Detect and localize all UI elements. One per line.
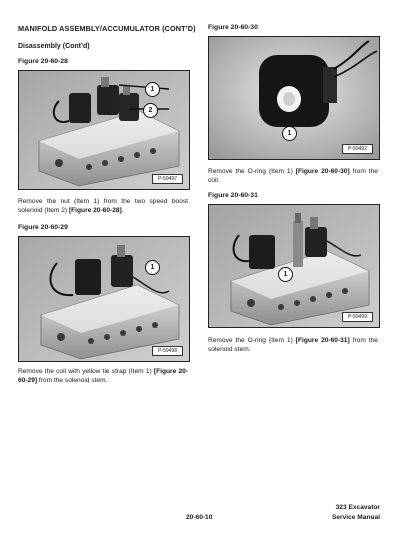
figure-photo-29: [18, 236, 190, 362]
section-subtitle: Disassembly (Cont’d): [18, 43, 90, 50]
figure-photo-31: [208, 204, 380, 328]
figure-label-28: Figure 20-60-28: [18, 58, 68, 65]
instruction-paragraph: Remove the nut (Item 1) from the two speed boost solenoid (Item 2) [Figure 20-60-28].: [18, 198, 188, 214]
page-number: 20-60-10: [186, 514, 213, 521]
callout-1: 1: [282, 126, 297, 141]
figure-label-31: Figure 20-60-31: [208, 192, 258, 199]
photo-number: P-59492: [342, 144, 373, 154]
instruction-paragraph: Remove the O-ring (Item 1) [Figure 20-60-31] from the solenoid stem.: [208, 337, 378, 353]
callout-1: 1: [145, 260, 160, 275]
callout-2: 2: [143, 103, 158, 118]
figure-label-29: Figure 20-60-29: [18, 224, 68, 231]
figure-photo-28: [18, 70, 190, 190]
instruction-paragraph: Remove the O-ring (Item 1) [Figure 20-60-30] from the coil.: [208, 168, 378, 184]
photo-number: P-59498: [152, 346, 183, 356]
callout-1: 1: [278, 267, 293, 282]
instruction-paragraph: Remove the coil with yellow tie strap (Item 1) [Figure 20-60-29] from the solenoid stem.: [18, 368, 188, 384]
solenoid-stem-o-ring-image: [209, 205, 379, 327]
photo-number: P-59499: [342, 312, 373, 322]
figure-label-30: Figure 20-60-30: [208, 24, 258, 31]
figure-photo-30: [208, 36, 380, 160]
footer-model: 323 Excavator: [335, 504, 380, 511]
page-title: MANIFOLD ASSEMBLY/ACCUMULATOR (CONT’D): [18, 24, 196, 33]
manifold-two-solenoids-image: [19, 71, 189, 189]
photo-number: P-59497: [152, 174, 183, 184]
coil-o-ring-image: [209, 37, 379, 159]
callout-1: 1: [145, 82, 160, 97]
footer-manual: Service Manual: [331, 514, 380, 521]
manifold-coil-removal-image: [19, 237, 189, 361]
